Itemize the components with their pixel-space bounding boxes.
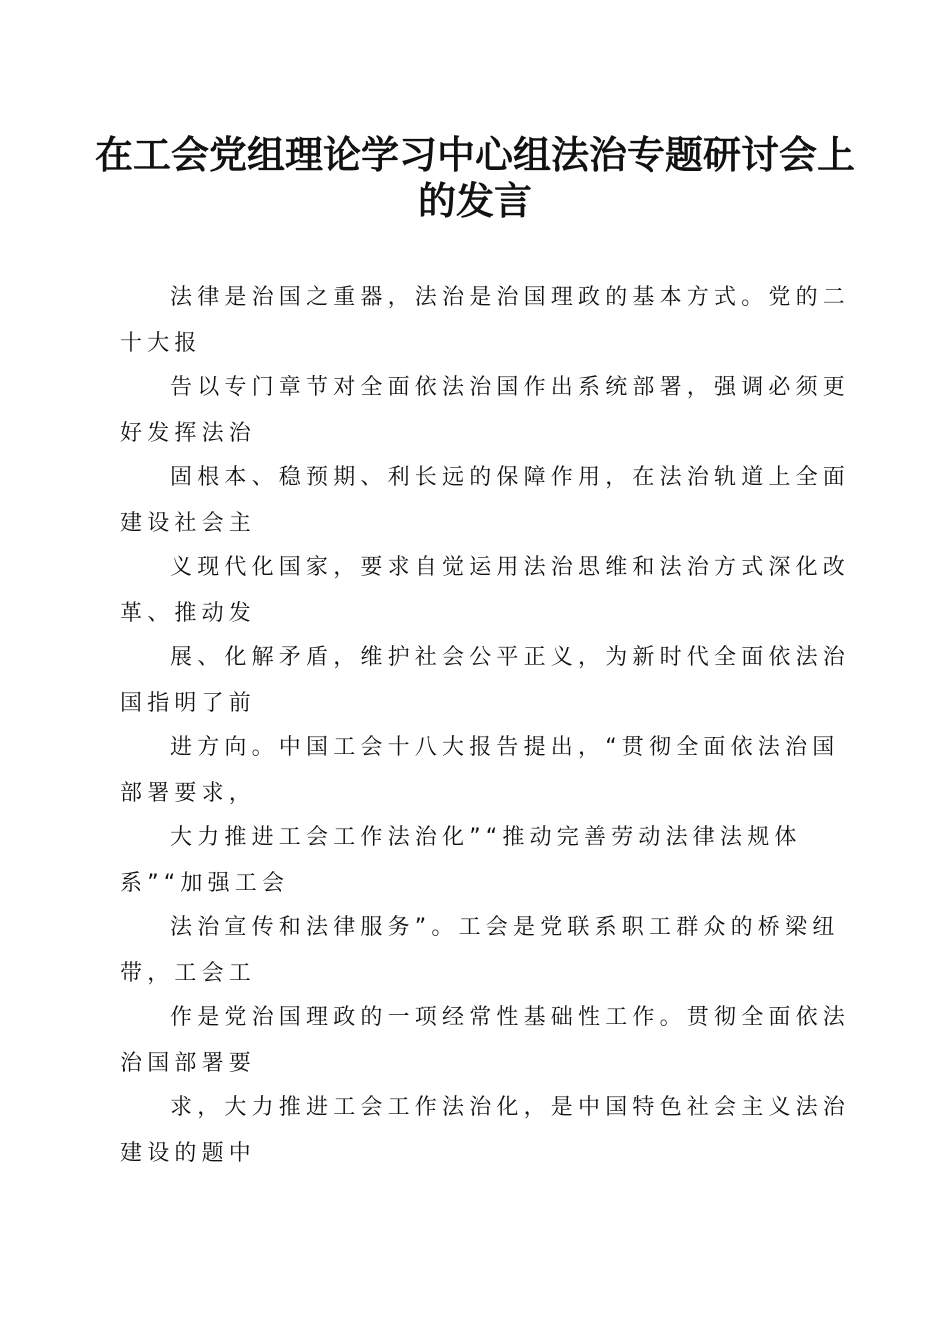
paragraph-line-wrap: 带，工会工 bbox=[120, 961, 257, 986]
paragraph-line-wrap: 建设的题中 bbox=[120, 1141, 257, 1166]
paragraph-line: 义现代化国家，要求自觉运用法治思维和法治方式深化改 bbox=[170, 555, 851, 580]
paragraph-line: 法律是治国之重器，法治是治国理政的基本方式。党的二 bbox=[170, 285, 851, 310]
paragraph-line-wrap: 国指明了前 bbox=[120, 691, 257, 716]
paragraph-line-wrap: 好发挥法治 bbox=[120, 421, 257, 446]
paragraph bbox=[120, 458, 851, 548]
paragraph-line-wrap: 治国部署要 bbox=[120, 1051, 257, 1076]
title-line-2: 的发言 bbox=[417, 178, 532, 223]
paragraph bbox=[120, 998, 851, 1088]
paragraph bbox=[120, 638, 851, 728]
paragraph-line: 大力推进工会工作法治化”“推动完善劳动法律法规体 bbox=[170, 825, 802, 850]
paragraph bbox=[120, 548, 851, 638]
paragraph-line-wrap: 革、推动发 bbox=[120, 601, 257, 626]
paragraph-line: 作是党治国理政的一项经常性基础性工作。贯彻全面依法 bbox=[170, 1005, 851, 1030]
document-title bbox=[0, 132, 950, 224]
paragraph bbox=[120, 368, 851, 458]
paragraph bbox=[120, 908, 840, 998]
paragraph-line: 告以专门章节对全面依法治国作出系统部署，强调必须更 bbox=[170, 375, 851, 400]
paragraph-line-wrap: 建设社会主 bbox=[120, 511, 257, 536]
paragraph-line: 求，大力推进工会工作法治化，是中国特色社会主义法治 bbox=[170, 1095, 851, 1120]
paragraph bbox=[120, 728, 840, 818]
paragraph-line-wrap: 部署要求， bbox=[120, 781, 257, 806]
paragraph-line-wrap: 系”“加强工会 bbox=[120, 871, 290, 896]
paragraph bbox=[120, 818, 830, 908]
document-body bbox=[120, 278, 851, 1178]
paragraph-line: 法治宣传和法律服务”。工会是党联系职工群众的桥梁纽 bbox=[170, 915, 840, 940]
paragraph-line: 进方向。中国工会十八大报告提出，“贯彻全面依法治国 bbox=[170, 735, 840, 760]
paragraph-line: 固根本、稳预期、利长远的保障作用，在法治轨道上全面 bbox=[170, 465, 851, 490]
title-line-1: 在工会党组理论学习中心组法治专题研讨会上 bbox=[94, 132, 855, 177]
paragraph bbox=[120, 278, 851, 368]
paragraph-line: 展、化解矛盾，维护社会公平正义，为新时代全面依法治 bbox=[170, 645, 851, 670]
paragraph bbox=[120, 1088, 851, 1178]
paragraph-line-wrap: 十大报 bbox=[120, 331, 202, 356]
